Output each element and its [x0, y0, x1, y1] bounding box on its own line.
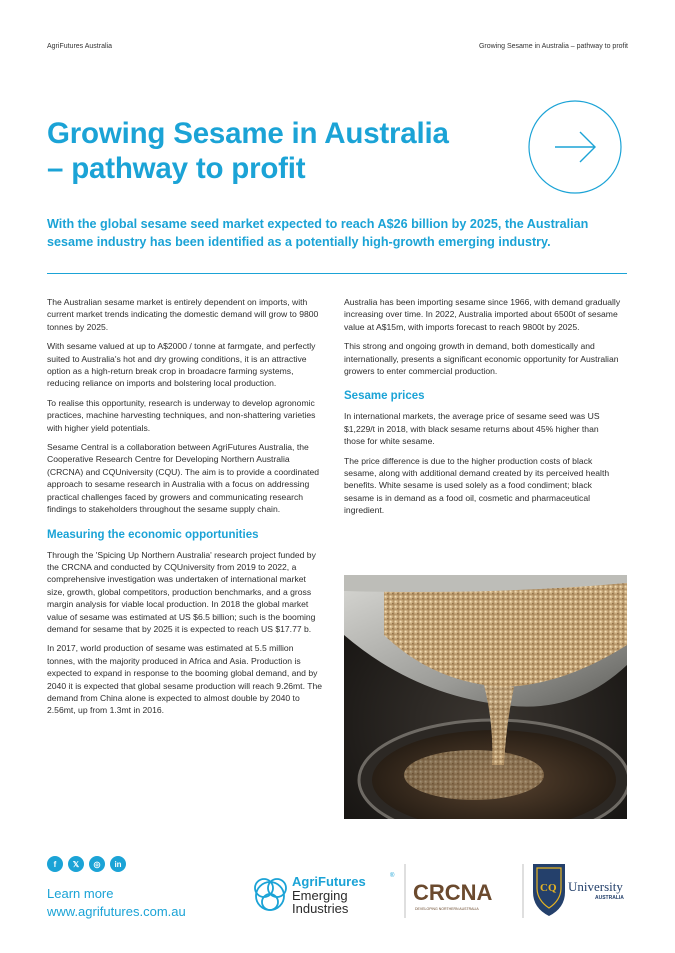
header-right: Growing Sesame in Australia – pathway to profit [478, 43, 628, 50]
paragraph: Through the 'Spicing Up Northern Australia' research project funded by the CRCNA and conducted by CQUniversity from 2019 to 2022, a comprehensive investigation was undertaken of international market size, growth, global competitors, production benchmarks, and a gross margin analysis for viable local production. In 2018 the global market value of sesame was estimated at US $6.5 billion; such is the booming demand for sesame that by 2025 it is expected to reach US $17.77 b. [47, 549, 316, 634]
x-twitter-icon[interactable]: 𝕏 [68, 856, 84, 872]
page-title [47, 116, 487, 186]
instagram-icon[interactable]: ◎ [89, 856, 105, 872]
agrifutures-name: AgriFutures [292, 874, 366, 889]
title-line-1: Growing Sesame in Australia [47, 117, 449, 150]
social-links [47, 856, 126, 872]
paragraph: Australia has been importing sesame since 1966, with demand gradually increasing over time. In 2022, Australia imported about 6500t of sesame value at A$15m, with imports forecast to reach 9800t by 2025. [344, 297, 621, 332]
right-column [344, 296, 621, 524]
section-heading-prices: Sesame prices [344, 390, 425, 403]
crcna-logo [413, 880, 493, 911]
industries-label: Industries [292, 901, 349, 916]
cqu-badge-text: CQ [540, 882, 557, 894]
crcna-wordmark: CRCNA [413, 880, 493, 905]
linkedin-icon[interactable]: in [110, 856, 126, 872]
paragraph: This strong and ongoing growth in demand, both domestically and internationally, presents a significant economic opportunity for Australian growers to enter commercial production. [344, 341, 619, 377]
header-left: AgriFutures Australia [47, 43, 112, 50]
agrifutures-mark-icon [255, 879, 286, 910]
facebook-icon[interactable]: f [47, 856, 63, 872]
registered-mark: ® [390, 873, 395, 879]
learn-more-label: Learn more [47, 886, 114, 901]
arrow-right-icon[interactable] [497, 100, 627, 194]
cqu-australia-label: AUSTRALIA [595, 895, 624, 901]
section-heading-economic: Measuring the economic opportunities [47, 528, 259, 541]
paragraph: The price difference is due to the higher production costs of black sesame, along with additional demand created by its perceived health benefits. White sesame is used solely as a food condiment; black sesame is in demand as a food oil, cosmetic and pharmaceutical ingredient. [344, 455, 610, 516]
title-line-2: – pathway to profit [47, 152, 306, 185]
cqu-university-name: University [568, 879, 623, 894]
cqu-logo [533, 864, 624, 916]
paragraph: In international markets, the average price of sesame seed was US $1,229/t in 2018, with black sesame returns about 45% higher than those for white sesame. [344, 411, 600, 447]
crcna-tagline: DEVELOPING NORTHERN AUSTRALIA [415, 907, 479, 911]
paragraph: The Australian sesame market is entirely dependent on imports, with current market trends indicating the domestic demand will grow to 9800 tonnes by 2025. [47, 297, 319, 332]
partner-logos [250, 858, 630, 923]
emerging-label: Emerging [292, 888, 348, 903]
paragraph: Sesame Central is a collaboration between AgriFutures Australia, the Cooperative Research Centre for Developing Northern Australia (CRCNA) and CQUniversity (CQU). The aim is to provide a coordinated approach to sesame research in Australia with a focus on addressing practical challenges faced by growers and communicating research findings to stakeholders throughout the sesame supply chain. [47, 442, 320, 515]
paragraph: To realise this opportunity, research is underway to develop agronomic practices, machine harvesting techniques, and non-shattering varieties with higher yield potentials. [47, 397, 316, 433]
paragraph: In 2017, world production of sesame was estimated at 5.5 million tonnes, with the majority produced in Africa and Asia. Production is expected to expand in response to the booming global demand, and by 2040 it is expected that global sesame production will reach 9.26mt. The demand from China alone is expected to almost double by 2040 to 2.56mt, up from 1.3mt in 2016. [47, 643, 322, 716]
agrifutures-logo [255, 872, 395, 916]
paragraph: With sesame valued at up to A$2000 / tonne at farmgate, and perfectly suited to Australia's hot and dry growing conditions, it is an attractive option as a high-return break crop in broadacre farming systems, reducing reliance on imports and bolstering local production. [47, 341, 316, 389]
sesame-seeds-photo [344, 575, 627, 819]
website-link[interactable]: www.agrifutures.com.au [47, 904, 186, 919]
intro-text: With the global sesame seed market expected to reach A$26 billion by 2025, the Australian sesame industry has been identified as a potentially high-growth emerging industry. [47, 217, 589, 249]
left-column [47, 296, 324, 724]
divider [47, 273, 627, 274]
